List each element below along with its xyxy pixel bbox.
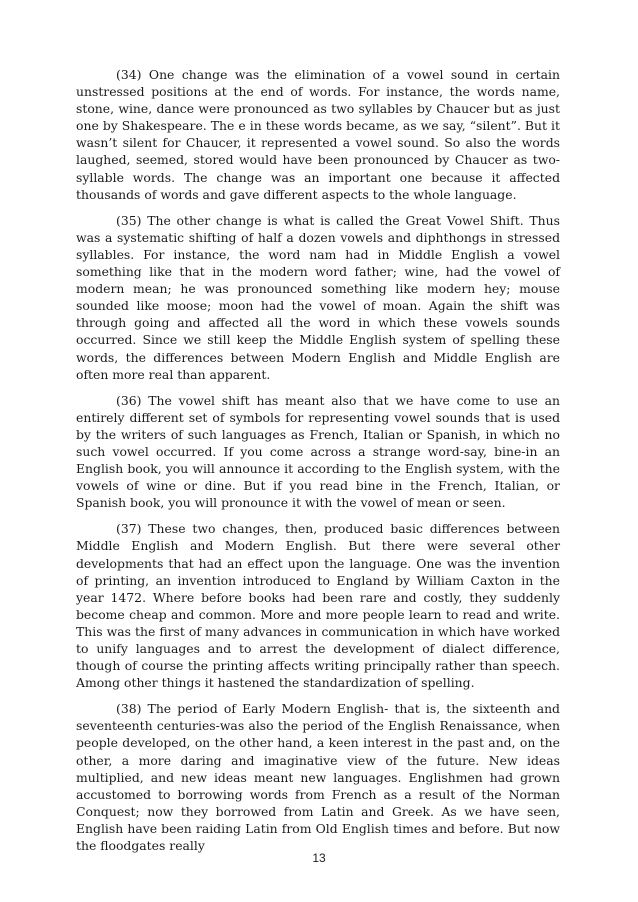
paragraph-36: (36) The vowel shift has meant also that we have come to use an entirely different set of symbols for representing vowel sounds that is used by the writers of such languages as French, Italian or Spanish, in which no such vowel occurred. If you come across a strange word-say, bine-in an English book, you will announce it according to the English system, with the vowels of wine or dine. But if you read bine in the French, Italian, or Spanish book, you will pronounce it with the vowel of mean or seen. bbox=[76, 392, 560, 511]
paragraph-34: (34) One change was the elimination of a vowel sound in certain unstressed positions at the end of words. For instance, the words name, stone, wine, dance were pronounced as two syllables by Chaucer but as just one by Shakespeare. The e in these words became, as we say, “silent”. But it wasn’t silent for Chaucer, it represented a vowel sound. So also the words laughed, seemed, stored would have been pronounced by Chaucer as two-syllable words. The change was an important one because it affected thousands of words and gave different aspects to the whole language. bbox=[76, 67, 560, 202]
document-body bbox=[76, 66, 560, 863]
paragraph-35: (35) The other change is what is called the Great Vowel Shift. Thus was a systematic shifting of half a dozen vowels and diphthongs in stressed syllables. For instance, the word nam had in Middle English a vowel something like that in the modern word father; wine, had the vowel of modern mean; he was pronounced something like modern hey; mouse sounded like moose; moon had the vowel of moan. Again the shift was through going and affected all the word in which these vowels sounds occurred. Since we still keep the Middle English system of spelling these words, the differences between Modern English and Middle English are often more real than apparent. bbox=[76, 212, 560, 382]
paragraph-38: (38) The period of Early Modern English- that is, the sixteenth and seventeenth centuries-was also the period of the English Renaissance, when people developed, on the other hand, a keen interest in the past and, on the other, a more daring and imaginative view of the future. New ideas multiplied, and new ideas meant new languages. Englishmen had grown accustomed to borrowing words from French as a result of the Norman Conquest; now they borrowed from Latin and Greek. As we have seen, English have been raiding Latin from Old English times and before. But now the floodgates really bbox=[76, 701, 560, 854]
page-number: 13 bbox=[312, 851, 326, 865]
paragraph-37: (37) These two changes, then, produced basic differences between Middle English and Modern English. But there were several other developments that had an effect upon the language. One was the invention of printing, an invention introduced to England by William Caxton in the year 1472. Where before books had been rare and costly, they suddenly become cheap and common. More and more people learn to read and write. This was the first of many advances in communication in which have worked to unify languages and to arrest the development of dialect difference, though of course the printing affects writing principally rather than speech. Among other things it hastened the standardization of spelling. bbox=[76, 521, 560, 691]
